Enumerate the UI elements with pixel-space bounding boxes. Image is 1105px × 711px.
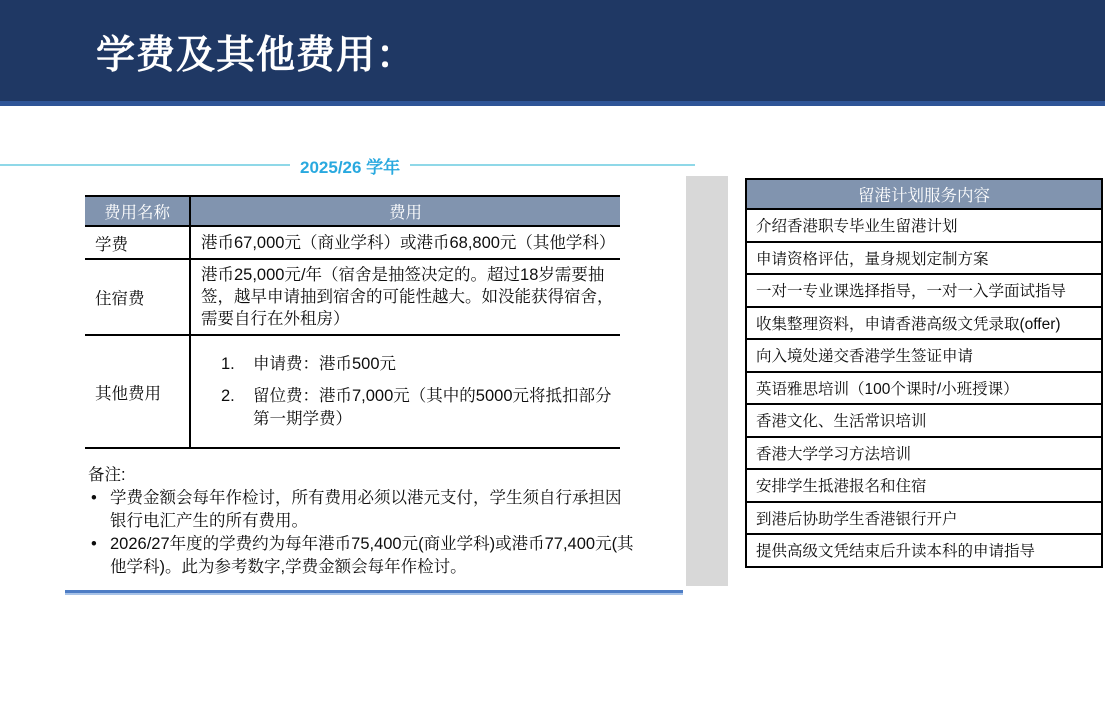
notes-underline [65, 590, 683, 595]
service-row-label: 香港大学学习方法培训 [746, 437, 1102, 470]
notes-title: 备注: [88, 466, 126, 484]
service-row-label: 收集整理资料，申请香港高级文凭录取(offer) [746, 307, 1102, 340]
fee-value-cell: 港币25,000元/年（宿舍是抽签决定的。超过18岁需要抽签，越早申请抽到宿舍的可能性越大。如没能获得宿舍，需要自行在外租房） [190, 259, 620, 335]
list-number: 1. [221, 354, 235, 373]
table-row-housing [85, 259, 620, 335]
service-row [746, 469, 1102, 502]
note-text: 2026/27年度的学费约为每年港币75,400元(商业学科)或港币77,400元(其他学科)。此为参考数字,学费金额会每年作检讨。 [110, 535, 634, 576]
divider-line-left [0, 164, 290, 166]
fee-column-header: 费用 [190, 196, 620, 226]
service-row [746, 502, 1102, 535]
fee-name-cell: 住宿费 [85, 259, 190, 335]
year-divider [0, 154, 695, 176]
service-row [746, 307, 1102, 340]
service-table [745, 178, 1103, 568]
fee-name-column-header: 费用名称 [85, 196, 190, 226]
note-text: 学费金额会每年作检讨，所有费用必须以港元支付，学生须自行承担因银行电汇产生的所有费用。 [110, 489, 622, 530]
service-row [746, 534, 1102, 567]
service-row-label: 到港后协助学生香港银行开户 [746, 502, 1102, 535]
service-table-header-row [746, 179, 1102, 209]
table-row-tuition [85, 226, 620, 259]
service-row-label: 提供高级文凭结束后升读本科的申请指导 [746, 534, 1102, 567]
fee-value-cell [190, 335, 620, 448]
fee-table-header-row [85, 196, 620, 226]
note-item [88, 487, 636, 533]
notes-block [88, 464, 636, 579]
service-row-label: 英语雅思培训（100个课时/小班授课） [746, 372, 1102, 405]
list-item-text: 申请费：港币500元 [253, 354, 397, 373]
bullet: • [91, 535, 97, 553]
service-row-label: 一对一专业课选择指导，一对一入学面试指导 [746, 274, 1102, 307]
other-fee-item [201, 353, 614, 376]
banner-accent-line [0, 101, 1105, 106]
fee-value-cell: 港币67,000元（商业学科）或港币68,800元（其他学科） [190, 226, 620, 259]
fee-table [85, 195, 620, 449]
academic-year-label: 2025/26 学年 [300, 157, 401, 177]
service-row [746, 437, 1102, 470]
other-fee-item [201, 385, 614, 431]
service-row [746, 274, 1102, 307]
fee-name-cell: 其他费用 [85, 335, 190, 448]
bullet: • [91, 489, 97, 507]
service-table-title: 留港计划服务内容 [746, 179, 1102, 209]
table-row-other-fees [85, 335, 620, 448]
divider-line-right [410, 164, 695, 166]
service-row-label: 安排学生抵港报名和住宿 [746, 469, 1102, 502]
service-row [746, 404, 1102, 437]
service-row [746, 372, 1102, 405]
service-row [746, 209, 1102, 242]
note-item [88, 533, 636, 579]
service-row [746, 339, 1102, 372]
page-title: 学费及其他费用： [96, 34, 417, 77]
list-number: 2. [221, 386, 235, 405]
service-row-label: 申请资格评估，量身规划定制方案 [746, 242, 1102, 275]
service-row [746, 242, 1102, 275]
fee-name-cell: 学费 [85, 226, 190, 259]
service-row-label: 向入境处递交香港学生签证申请 [746, 339, 1102, 372]
list-item-text: 留位费：港币7,000元（其中的5000元将抵扣部分第一期学费） [253, 386, 612, 428]
vertical-divider-bar [686, 176, 728, 586]
service-row-label: 香港文化、生活常识培训 [746, 404, 1102, 437]
service-row-label: 介绍香港职专毕业生留港计划 [746, 209, 1102, 242]
